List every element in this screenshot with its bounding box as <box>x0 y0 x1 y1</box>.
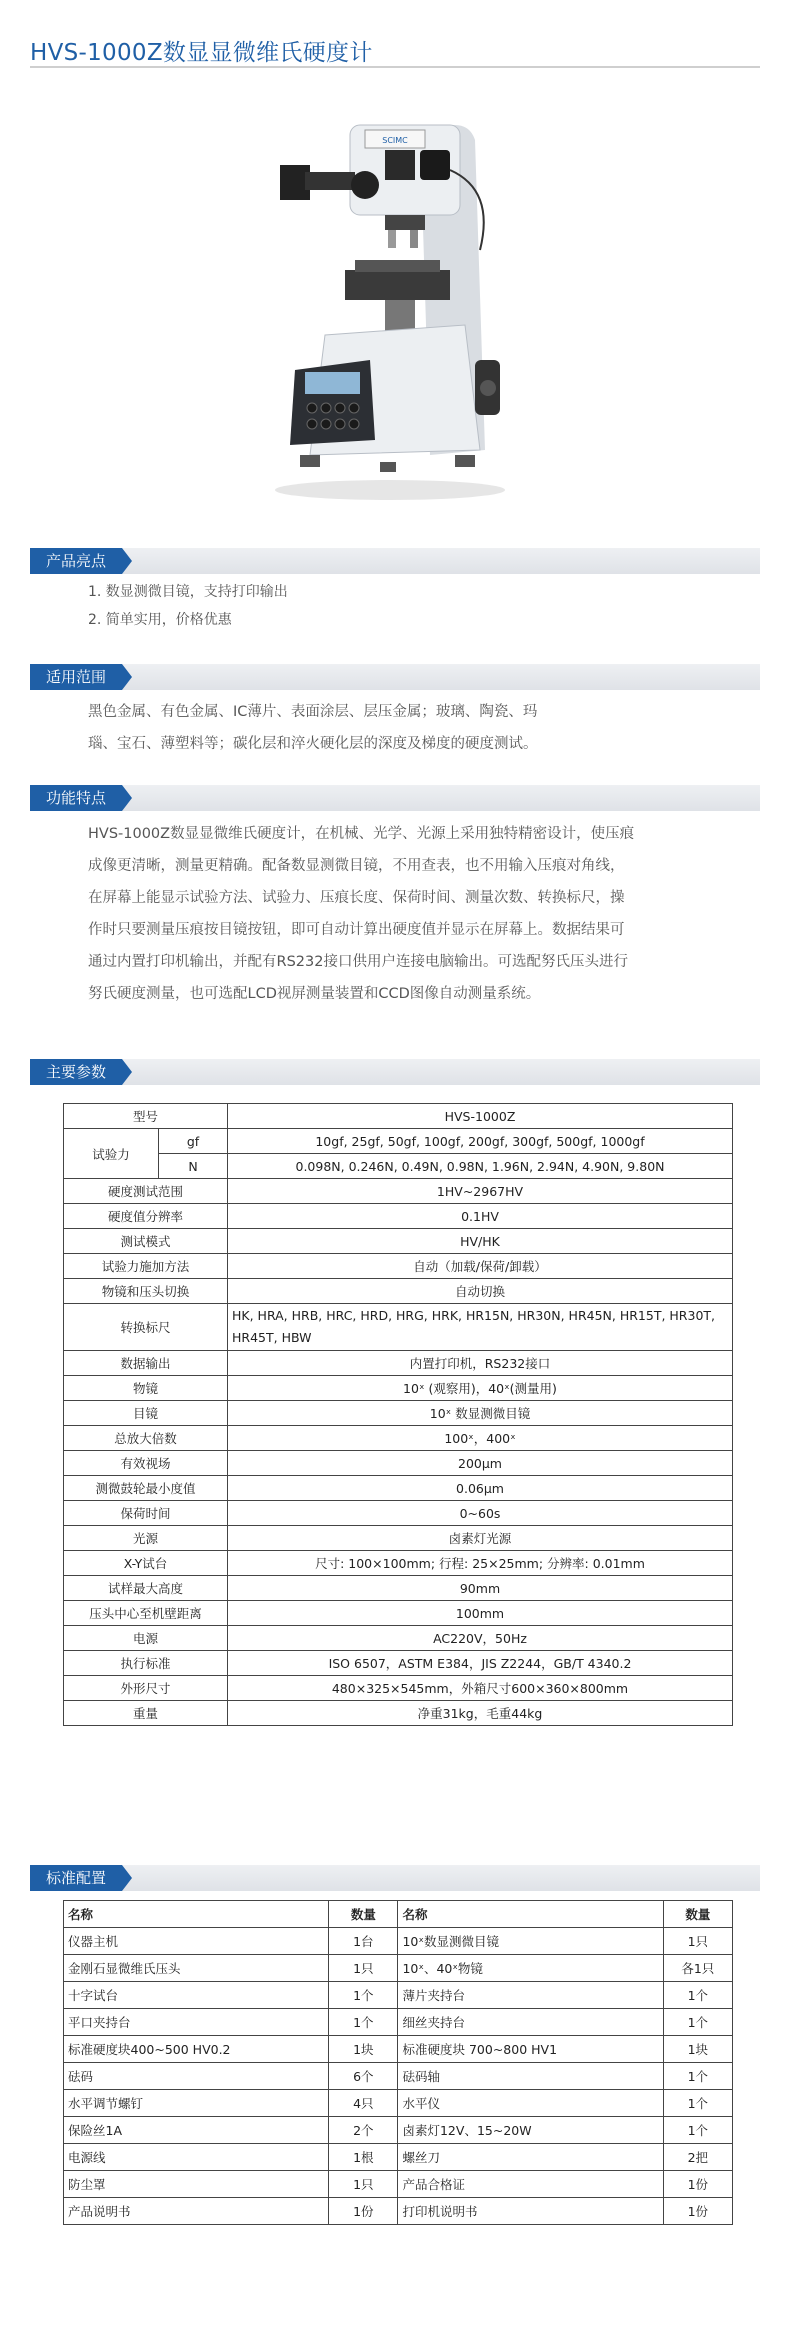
text-line: HVS-1000Z数显显微维氏硬度计，在机械、光学、光源上采用独特精密设计，使压痕 <box>88 826 635 842</box>
param-label: 试样最大高度 <box>64 1576 228 1601</box>
param-unit: gf <box>159 1129 228 1154</box>
item-name: 螺丝刀 <box>398 2144 663 2171</box>
item-name: 标准硬度块 700~800 HV1 <box>398 2036 663 2063</box>
section-highlights <box>30 548 760 574</box>
item-qty: 1个 <box>663 1982 732 2009</box>
table-row <box>64 2063 733 2090</box>
param-label: 压头中心至机壁距离 <box>64 1601 228 1626</box>
section-features <box>30 785 760 811</box>
item-name: 细丝夹持台 <box>398 2009 663 2036</box>
config-table <box>63 1900 733 2225</box>
text-line: 黑色金属、有色金属、IC薄片、表面涂层、层压金属；玻璃、陶瓷、玛 <box>88 704 538 720</box>
item-qty: 1只 <box>329 2171 398 2198</box>
page-title: HVS-1000Z数显显微维氏硬度计 <box>30 40 373 66</box>
table-header-row <box>64 1901 733 1928</box>
item-qty: 1块 <box>329 2036 398 2063</box>
item-name: 打印机说明书 <box>398 2198 663 2225</box>
table-row <box>64 1401 733 1426</box>
table-row <box>64 2171 733 2198</box>
param-label: 硬度测试范围 <box>64 1179 228 1204</box>
table-row <box>64 1928 733 1955</box>
param-label: 重量 <box>64 1701 228 1726</box>
highlights-list <box>88 578 760 634</box>
item-qty: 2把 <box>663 2144 732 2171</box>
param-value: ISO 6507，ASTM E384，JIS Z2244，GB/T 4340.2 <box>228 1651 733 1676</box>
item-name: 水平调节螺钉 <box>64 2090 329 2117</box>
table-row <box>64 1501 733 1526</box>
table-row <box>64 1279 733 1304</box>
item-qty: 1份 <box>663 2171 732 2198</box>
table-row <box>64 1376 733 1401</box>
param-label: 执行标准 <box>64 1651 228 1676</box>
table-row <box>64 1351 733 1376</box>
table-row <box>64 1626 733 1651</box>
item-qty: 1个 <box>329 1982 398 2009</box>
item-name: 产品合格证 <box>398 2171 663 2198</box>
param-value: 100ˣ，400ˣ <box>228 1426 733 1451</box>
section-title: 适用范围 <box>30 664 122 690</box>
param-label: 外形尺寸 <box>64 1676 228 1701</box>
header-qty: 数量 <box>663 1901 732 1928</box>
table-row <box>64 1129 733 1154</box>
title-divider <box>30 66 760 68</box>
table-row <box>64 1154 733 1179</box>
param-label: 保荷时间 <box>64 1501 228 1526</box>
header-name: 名称 <box>64 1901 329 1928</box>
table-row <box>64 1676 733 1701</box>
table-row <box>64 1982 733 2009</box>
item-qty: 1根 <box>329 2144 398 2171</box>
param-label: 测微鼓轮最小度值 <box>64 1476 228 1501</box>
param-label: 试验力施加方法 <box>64 1254 228 1279</box>
table-row <box>64 1304 733 1351</box>
text-line: 作时只要测量压痕按目镜按钮，即可自动计算出硬度值并显示在屏幕上。数据结果可 <box>88 922 625 938</box>
header-name: 名称 <box>398 1901 663 1928</box>
param-label: 转换标尺 <box>64 1304 228 1351</box>
product-photo <box>270 110 510 510</box>
table-row <box>64 1451 733 1476</box>
text-line: 努氏硬度测量，也可选配LCD视屏测量装置和CCD图像自动测量系统。 <box>88 986 541 1002</box>
param-label: 数据输出 <box>64 1351 228 1376</box>
features-text <box>88 818 760 1010</box>
param-label: 物镜和压头切换 <box>64 1279 228 1304</box>
param-label: 试验力 <box>64 1129 159 1179</box>
param-value: 0.098N, 0.246N, 0.49N, 0.98N, 1.96N, 2.94N, 4.90N, 9.80N <box>228 1154 733 1179</box>
param-value: 内置打印机，RS232接口 <box>228 1351 733 1376</box>
param-label: 目镜 <box>64 1401 228 1426</box>
text-line: 在屏幕上能显示试验方法、试验力、压痕长度、保荷时间、测量次数、转换标尺，操 <box>88 890 625 906</box>
item-name: 砝码 <box>64 2063 329 2090</box>
param-value: 10gf, 25gf, 50gf, 100gf, 200gf, 300gf, 500gf, 1000gf <box>228 1129 733 1154</box>
table-row <box>64 1254 733 1279</box>
table-row <box>64 2198 733 2225</box>
item-name: 标准硬度块400~500 HV0.2 <box>64 2036 329 2063</box>
table-row <box>64 1204 733 1229</box>
item-qty: 2个 <box>329 2117 398 2144</box>
item-qty: 6个 <box>329 2063 398 2090</box>
item-qty: 1个 <box>663 2117 732 2144</box>
item-qty: 1份 <box>663 2198 732 2225</box>
table-row <box>64 1576 733 1601</box>
param-value: AC220V，50Hz <box>228 1626 733 1651</box>
param-value: 10ˣ (观察用)，40ˣ(测量用) <box>228 1376 733 1401</box>
section-params <box>30 1059 760 1085</box>
section-scope <box>30 664 760 690</box>
table-row <box>64 1104 733 1129</box>
table-row <box>64 1651 733 1676</box>
param-label: X-Y试台 <box>64 1551 228 1576</box>
scope-text <box>88 696 760 760</box>
section-title: 产品亮点 <box>30 548 122 574</box>
table-row <box>64 2117 733 2144</box>
params-table <box>63 1103 733 1726</box>
param-label: 型号 <box>64 1104 228 1129</box>
param-value: 1HV~2967HV <box>228 1179 733 1204</box>
item-qty: 1个 <box>329 2009 398 2036</box>
param-value: HK, HRA, HRB, HRC, HRD, HRG, HRK, HR15N, HR30N, HR45N, HR15T, HR30T, HR45T, HBW <box>228 1304 733 1351</box>
table-row <box>64 1179 733 1204</box>
item-name: 产品说明书 <box>64 2198 329 2225</box>
item-name: 水平仪 <box>398 2090 663 2117</box>
item-name: 10ˣ数显测微目镜 <box>398 1928 663 1955</box>
item-name: 电源线 <box>64 2144 329 2171</box>
item-name: 金刚石显微维氏压头 <box>64 1955 329 1982</box>
item-qty: 1块 <box>663 2036 732 2063</box>
logo-text: SCIMC <box>382 136 408 145</box>
param-value: HV/HK <box>228 1229 733 1254</box>
item-qty: 各1只 <box>663 1955 732 1982</box>
item-qty: 1只 <box>329 1955 398 1982</box>
item-name: 仪器主机 <box>64 1928 329 1955</box>
item-name: 十字试台 <box>64 1982 329 2009</box>
item-name: 防尘罩 <box>64 2171 329 2198</box>
param-label: 测试模式 <box>64 1229 228 1254</box>
table-row <box>64 1426 733 1451</box>
param-label: 物镜 <box>64 1376 228 1401</box>
text-line: 瑙、宝石、薄塑料等；碳化层和淬火硬化层的深度及梯度的硬度测试。 <box>88 736 538 752</box>
param-value: 200μm <box>228 1451 733 1476</box>
item-name: 卤素灯12V、15~20W <box>398 2117 663 2144</box>
param-label: 光源 <box>64 1526 228 1551</box>
param-label: 总放大倍数 <box>64 1426 228 1451</box>
item-qty: 1个 <box>663 2009 732 2036</box>
table-row <box>64 2036 733 2063</box>
table-row <box>64 1229 733 1254</box>
param-value: HVS-1000Z <box>228 1104 733 1129</box>
param-value: 90mm <box>228 1576 733 1601</box>
table-row <box>64 1476 733 1501</box>
item-qty: 1份 <box>329 2198 398 2225</box>
item-qty: 1个 <box>663 2063 732 2090</box>
item-name: 10ˣ、40ˣ物镜 <box>398 1955 663 1982</box>
param-value: 0.1HV <box>228 1204 733 1229</box>
param-value: 0.06μm <box>228 1476 733 1501</box>
list-item: 1. 数显测微目镜，支持打印输出 <box>88 584 288 600</box>
text-line: 成像更清晰，测量更精确。配备数显测微目镜，不用查表，也不用输入压痕对角线， <box>88 858 625 874</box>
param-value: 自动切换 <box>228 1279 733 1304</box>
header-qty: 数量 <box>329 1901 398 1928</box>
item-qty: 1只 <box>663 1928 732 1955</box>
item-qty: 4只 <box>329 2090 398 2117</box>
item-qty: 1台 <box>329 1928 398 1955</box>
param-value: 10ˣ 数显测微目镜 <box>228 1401 733 1426</box>
section-title: 功能特点 <box>30 785 122 811</box>
param-value: 0~60s <box>228 1501 733 1526</box>
table-row <box>64 2009 733 2036</box>
param-value: 自动（加载/保荷/卸载） <box>228 1254 733 1279</box>
table-row <box>64 2090 733 2117</box>
table-row <box>64 1551 733 1576</box>
param-value: 100mm <box>228 1601 733 1626</box>
param-value: 卤素灯光源 <box>228 1526 733 1551</box>
param-value: 净重31kg，毛重44kg <box>228 1701 733 1726</box>
item-name: 砝码轴 <box>398 2063 663 2090</box>
param-label: 电源 <box>64 1626 228 1651</box>
table-row <box>64 2144 733 2171</box>
item-name: 保险丝1A <box>64 2117 329 2144</box>
item-name: 平口夹持台 <box>64 2009 329 2036</box>
list-item: 2. 简单实用，价格优惠 <box>88 612 232 628</box>
table-row <box>64 1955 733 1982</box>
table-row <box>64 1526 733 1551</box>
param-label: 硬度值分辨率 <box>64 1204 228 1229</box>
section-title: 主要参数 <box>30 1059 122 1085</box>
section-config <box>30 1865 760 1891</box>
text-line: 通过内置打印机输出，并配有RS232接口供用户连接电脑输出。可选配努氏压头进行 <box>88 954 628 970</box>
item-name: 薄片夹持台 <box>398 1982 663 2009</box>
section-title: 标准配置 <box>30 1865 122 1891</box>
param-label: 有效视场 <box>64 1451 228 1476</box>
table-row <box>64 1601 733 1626</box>
param-value: 尺寸: 100×100mm; 行程: 25×25mm; 分辨率: 0.01mm <box>228 1551 733 1576</box>
param-value: 480×325×545mm，外箱尺寸600×360×800mm <box>228 1676 733 1701</box>
table-row <box>64 1701 733 1726</box>
item-qty: 1个 <box>663 2090 732 2117</box>
param-unit: N <box>159 1154 228 1179</box>
